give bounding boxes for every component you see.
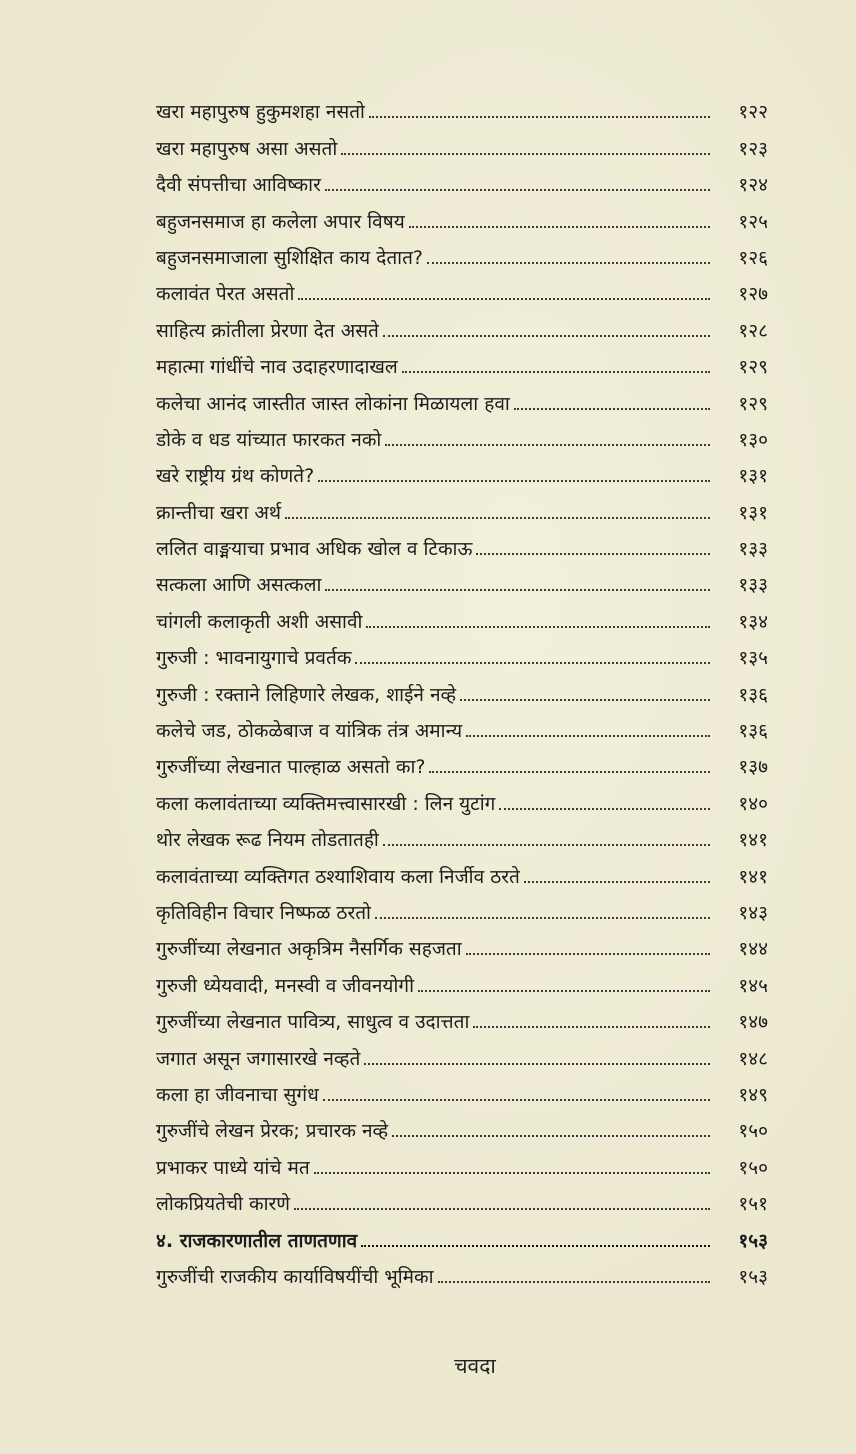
- toc-entry-page-number: १३७: [738, 756, 768, 779]
- toc-entry-page-number: १४८: [738, 1047, 768, 1070]
- toc-entry-title: ललित वाङ्मयाचा प्रभाव अधिक खोल व टिकाऊ: [156, 538, 473, 561]
- dot-leader: [427, 262, 710, 264]
- toc-entry: [156, 852, 768, 888]
- dot-leader: [466, 953, 710, 955]
- toc-entry-page-number: १३५: [738, 647, 768, 670]
- toc-entry-page-number: १२८: [738, 319, 768, 342]
- toc-entry-title: सत्कला आणि असत्कला: [156, 574, 322, 597]
- toc-entry-title: गुरुजींच्या लेखनात पाल्हाळ असतो का?: [156, 756, 426, 779]
- dot-leader: [524, 881, 710, 883]
- toc-entry: [156, 488, 768, 524]
- dot-leader: [514, 408, 710, 410]
- toc-entry-title: कलावंताच्या व्यक्तिगत ठश्याशिवाय कला निर्जीव ठरते: [156, 865, 520, 888]
- toc-entry-page-number: १५३: [738, 1229, 768, 1252]
- toc-entry-title: खरे राष्ट्रीय ग्रंथ कोणते?: [156, 465, 315, 488]
- toc-entry-title: खरा महापुरुष असा असतो: [156, 137, 338, 160]
- toc-entry-title: गुरुजी : भावनायुगाचे प्रवर्तक: [156, 647, 352, 670]
- dot-leader: [460, 699, 710, 701]
- toc-entry-page-number: १४१: [738, 829, 768, 852]
- toc-entry-title: साहित्य क्रांतीला प्रेरणा देत असते: [156, 319, 379, 342]
- toc-entry: [156, 961, 768, 997]
- toc-entry: [156, 161, 768, 197]
- dot-leader: [383, 335, 710, 337]
- toc-entry-title: बहुजनसमाजाला सुशिक्षित काय देतात?: [156, 246, 423, 269]
- dot-leader: [325, 589, 710, 591]
- toc-entry-title: कलावंत पेरत असतो: [156, 283, 295, 306]
- toc-entry: [156, 525, 768, 561]
- toc-entry: [156, 634, 768, 670]
- dot-leader: [429, 771, 710, 773]
- toc-entry: [156, 1034, 768, 1070]
- toc-entry: [156, 343, 768, 379]
- toc-entry-page-number: १५०: [738, 1120, 768, 1143]
- toc-entry-title: गुरुजींच्या लेखनात अकृत्रिम नैसर्गिक सहजता: [156, 938, 462, 961]
- dot-leader: [499, 808, 710, 810]
- dot-leader: [369, 116, 710, 118]
- toc-entry-page-number: १४९: [738, 1083, 768, 1106]
- toc-entry-title: कला हा जीवनाचा सुगंध: [156, 1083, 319, 1106]
- toc-entry-page-number: १२७: [738, 283, 768, 306]
- toc-entry: [156, 597, 768, 633]
- toc-entry: [156, 743, 768, 779]
- toc-entry: [156, 234, 768, 270]
- dot-leader: [298, 298, 710, 300]
- toc-entry-title: दैवी संपत्तीचा आविष्कार: [156, 174, 321, 197]
- toc-entry-page-number: १२९: [738, 392, 768, 415]
- toc-entry-title: ४. राजकारणातील ताणतणाव: [156, 1229, 358, 1252]
- dot-leader: [392, 1135, 710, 1137]
- page-number-footer: चवदा: [454, 1354, 496, 1378]
- toc-entry-page-number: १२२: [738, 101, 768, 124]
- toc-entry-title: कलेचा आनंद जास्तीत जास्त लोकांना मिळायला हवा: [156, 392, 510, 415]
- toc-entry-title: कृतिविहीन विचार निष्फळ ठरतो: [156, 901, 371, 924]
- toc-entry: [156, 816, 768, 852]
- toc-entry-title: बहुजनसमाज हा कलेला अपार विषय: [156, 210, 405, 233]
- toc-entry: [156, 197, 768, 233]
- dot-leader: [466, 735, 710, 737]
- dot-leader: [294, 1208, 710, 1210]
- dot-leader: [285, 517, 710, 519]
- toc-entry: [156, 379, 768, 415]
- toc-entry-page-number: १२६: [738, 246, 768, 269]
- toc-entry-page-number: १५०: [738, 1156, 768, 1179]
- dot-leader: [385, 444, 710, 446]
- toc-entry-title: चांगली कलाकृती अशी असावी: [156, 610, 363, 633]
- toc-entry: [156, 88, 768, 124]
- toc-entry: [156, 889, 768, 925]
- toc-entry: [156, 1253, 768, 1289]
- toc-entry-page-number: १२३: [738, 137, 768, 160]
- toc-entry-page-number: १४४: [738, 938, 768, 961]
- toc-entry-title: लोकप्रियतेची कारणे: [156, 1193, 291, 1216]
- toc-entry: [156, 707, 768, 743]
- toc-entry: [156, 998, 768, 1034]
- dot-leader: [314, 1172, 710, 1174]
- toc-entry: [156, 452, 768, 488]
- toc-entry: [156, 561, 768, 597]
- toc-entry-title: डोके व धड यांच्यात फारकत नको: [156, 428, 382, 451]
- toc-entry: [156, 1180, 768, 1216]
- toc-entry-page-number: १३४: [738, 610, 768, 633]
- dot-leader: [418, 990, 710, 992]
- toc-entry-page-number: १२५: [738, 210, 768, 233]
- dot-leader: [476, 553, 710, 555]
- dot-leader: [341, 153, 710, 155]
- toc-entry-page-number: १५३: [738, 1265, 768, 1288]
- dot-leader: [402, 371, 710, 373]
- toc-entry-page-number: १४३: [738, 901, 768, 924]
- toc-entry-title: खरा महापुरुष हुकुमशहा नसतो: [156, 101, 365, 124]
- toc-entry-title: क्रान्तीचा खरा अर्थ: [156, 501, 282, 524]
- toc-entry: [156, 925, 768, 961]
- toc-entry-title: गुरुजींची राजकीय कार्याविषयींची भूमिका: [156, 1265, 434, 1288]
- toc-entry-title: कला कलावंताच्या व्यक्तिमत्त्वासारखी : लिन युटांग: [156, 792, 496, 815]
- toc-entry-title: गुरुजी : रक्ताने लिहिणारे लेखक, शाईने नव्हे: [156, 683, 457, 706]
- toc-chapter-heading: [156, 1216, 768, 1252]
- toc-entry: [156, 306, 768, 342]
- toc-entry-title: गुरुजींचे लेखन प्रेरक; प्रचारक नव्हे: [156, 1120, 389, 1143]
- dot-leader: [318, 480, 710, 482]
- toc-entry-title: प्रभाकर पाध्ये यांचे मत: [156, 1156, 310, 1179]
- toc-entry-page-number: १३१: [738, 501, 768, 524]
- toc-entry-page-number: १३३: [738, 574, 768, 597]
- dot-leader: [361, 1245, 710, 1247]
- dot-leader: [364, 1063, 710, 1065]
- toc-entry-page-number: १४५: [738, 974, 768, 997]
- toc-entry-page-number: १३६: [738, 720, 768, 743]
- dot-leader: [366, 626, 710, 628]
- toc-entry: [156, 1143, 768, 1179]
- dot-leader: [473, 1026, 710, 1028]
- toc-entry-title: कलेचे जड, ठोकळेबाज व यांत्रिक तंत्र अमान्य: [156, 720, 463, 743]
- toc-entry-page-number: १४७: [738, 1011, 768, 1034]
- toc-entry-page-number: १२९: [738, 356, 768, 379]
- dot-leader: [323, 1099, 710, 1101]
- dot-leader: [325, 189, 710, 191]
- toc-entry-title: थोर लेखक रूढ नियम तोडतातही: [156, 829, 379, 852]
- toc-entry-title: जगात असून जगासारखे नव्हते: [156, 1047, 361, 1070]
- toc-entry: [156, 270, 768, 306]
- dot-leader: [375, 917, 710, 919]
- toc-entry: [156, 670, 768, 706]
- toc-entry: [156, 779, 768, 815]
- dot-leader: [409, 226, 710, 228]
- toc-entry-title: गुरुजी ध्येयवादी, मनस्वी व जीवनयोगी: [156, 974, 414, 997]
- toc-entry-page-number: १३०: [738, 428, 768, 451]
- toc-entry-title: गुरुजींच्या लेखनात पावित्र्य, साधुत्व व उदात्तता: [156, 1011, 470, 1034]
- dot-leader: [438, 1281, 710, 1283]
- toc-entry-title: महात्मा गांधींचे नाव उदाहरणादाखल: [156, 356, 398, 379]
- table-of-contents: [156, 88, 768, 1289]
- toc-entry-page-number: १३६: [738, 683, 768, 706]
- toc-entry-page-number: १४१: [738, 865, 768, 888]
- toc-entry-page-number: १२४: [738, 174, 768, 197]
- toc-entry: [156, 124, 768, 160]
- toc-entry-page-number: १४०: [738, 792, 768, 815]
- toc-entry: [156, 1107, 768, 1143]
- toc-entry-page-number: १५१: [738, 1193, 768, 1216]
- toc-entry: [156, 1071, 768, 1107]
- dot-leader: [355, 662, 710, 664]
- toc-entry-page-number: १३१: [738, 465, 768, 488]
- toc-entry-page-number: १३३: [738, 538, 768, 561]
- toc-entry: [156, 416, 768, 452]
- dot-leader: [383, 844, 710, 846]
